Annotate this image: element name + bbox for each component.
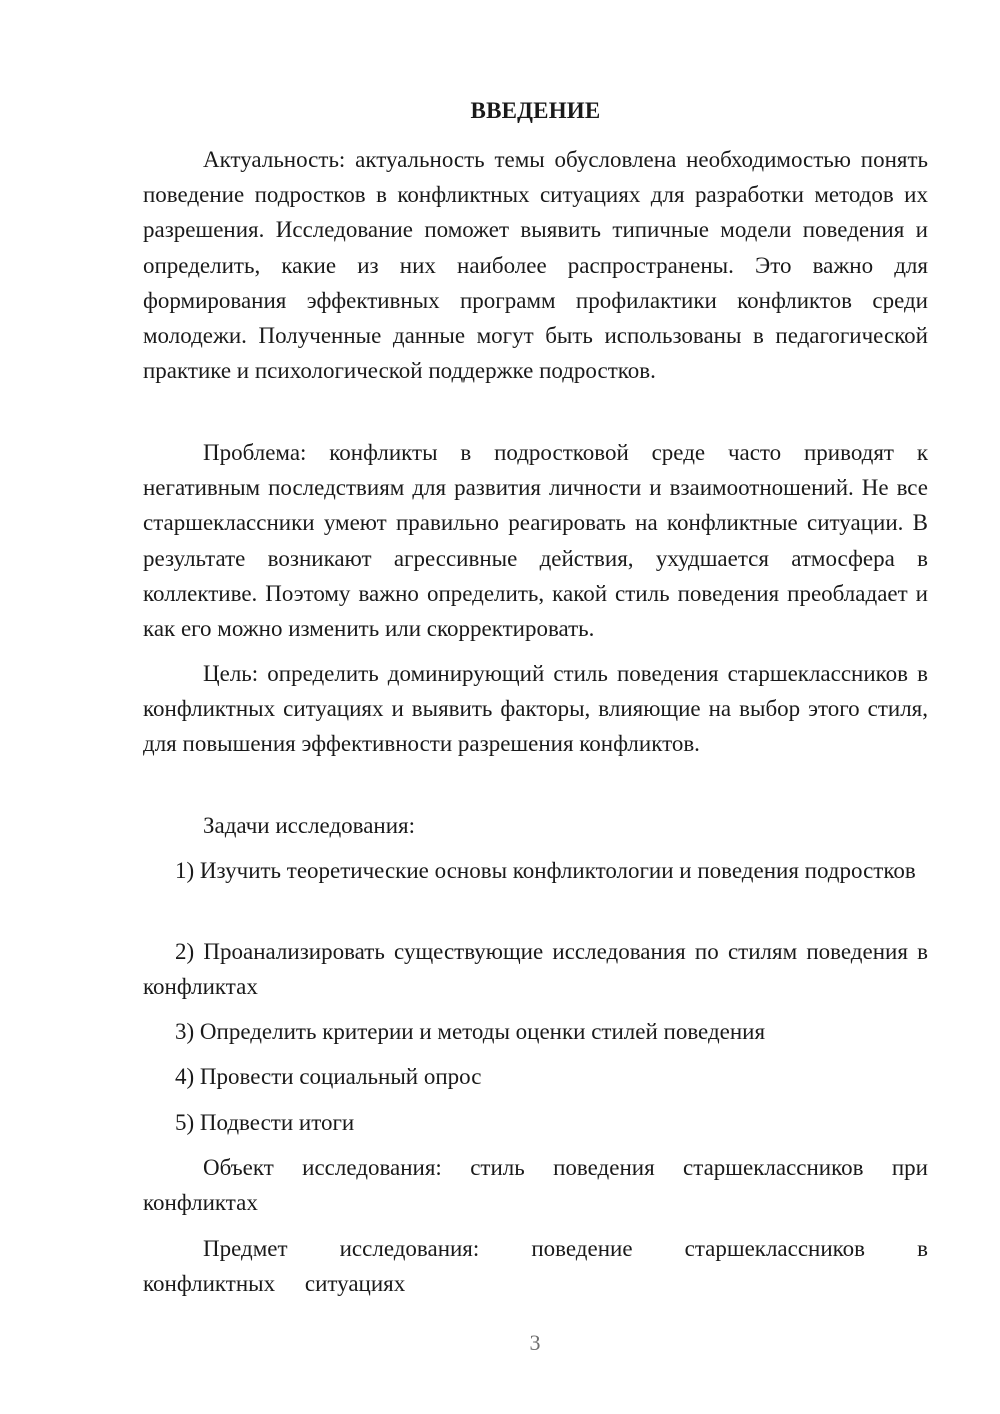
tasks-heading: Задачи исследования:: [203, 813, 416, 838]
task-item-3: 3) Определить критерии и методы оценки стилей поведения: [175, 1019, 766, 1044]
task-item-5: 5) Подвести итоги: [175, 1110, 355, 1135]
paragraph-object: Объект исследования: стиль поведения старшеклассников при конфликтах: [143, 1155, 928, 1216]
paragraph-subject: Предмет исследования: поведение старшеклассников в конфликтных ситуациях: [143, 1236, 928, 1297]
page-number: 3: [529, 1330, 541, 1355]
page-title: ВВЕДЕНИЕ: [470, 98, 601, 123]
paragraph-relevance: Актуальность: актуальность темы обусловлена необходимостью понять поведение подростков в конфликтных ситуациях для разработки методов их разрешения. Исследование поможет выявить типичные модели поведения и определить, какие из них наиболее распространены. Это важно для формирования эффективных программ профилактики конфликтов среди молодежи. Полученные данные могут быть использованы в педагогической практике и психологической поддержке подростков.: [143, 147, 928, 384]
paragraph-goal: Цель: определить доминирующий стиль поведения старшеклассников в конфликтных ситуациях и выявить факторы, влияющие на выбор этого стиля, для повышения эффективности разрешения конфликтов.: [143, 661, 928, 757]
task-item-4: 4) Провести социальный опрос: [175, 1064, 482, 1089]
task-item-1: 1) Изучить теоретические основы конфликтологии и поведения подростков: [175, 858, 916, 883]
task-item-2: 2) Проанализировать существующие исследования по стилям поведения в конфликтах: [143, 939, 928, 1000]
paragraph-problem: Проблема: конфликты в подростковой среде часто приводят к негативным последствиям для развития личности и взаимоотношений. Не все старшеклассники умеют правильно реагировать на конфликтные ситуации. В результате возникают агрессивные действия, ухудшается атмосфера в коллективе. Поэтому важно определить, какой стиль поведения преобладает и как его можно изменить или скорректировать.: [143, 440, 928, 642]
